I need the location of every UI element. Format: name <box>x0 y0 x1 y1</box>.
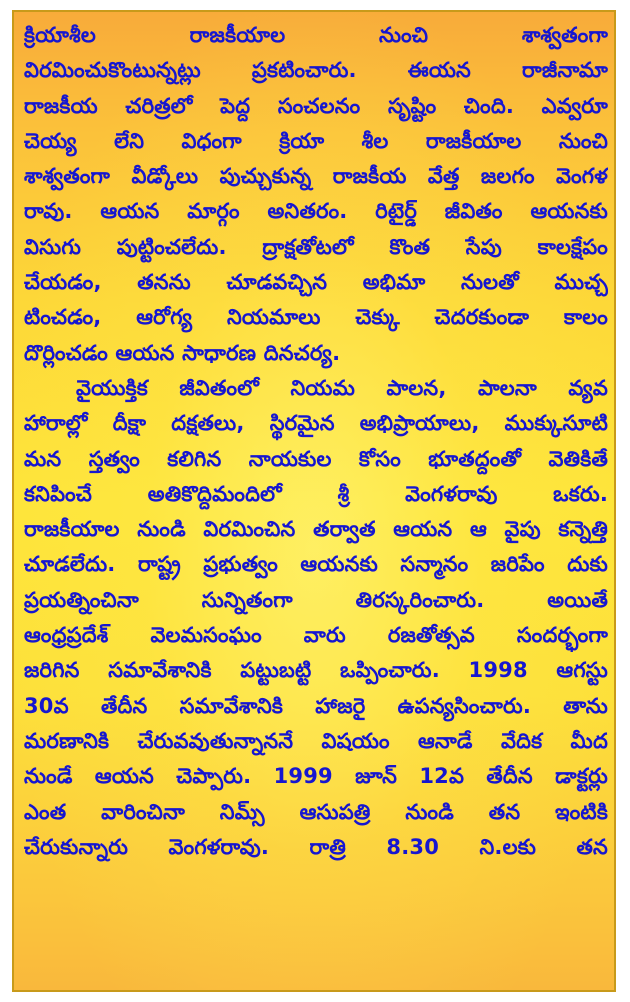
text-line-12: హారాల్లో దీక్షా దక్షతలు, స్థిరమైన అభిప్రాయాలు, ముక్కుసూటి <box>24 411 608 436</box>
text-line-24: చేరుకున్నారు వెంగళరావు. రాత్రి 8.30 ని.లకు తన <box>24 834 608 859</box>
text-line-1: క్రియాశీల రాజకీయాల నుంచి శాశ్వతంగా <box>24 23 608 47</box>
text-line-7: విసుగు పుట్టించలేదు. ద్రాక్షతోటలో కొంత సేపు కాలక్షేపం <box>24 234 608 259</box>
text-line-3: రాజకీయ చరిత్రలో పెద్ద సంచలనం సృష్టిం చింది. ఎవ్వరూ <box>24 93 608 118</box>
text-line-10: దొర్లించడం ఆయన సాధారణ దినచర్య. <box>24 340 341 365</box>
text-line-9: టించడం, ఆరోగ్య నియమాలు చెక్కు చెదరకుండా కాలం <box>24 305 608 330</box>
text-line-2: విరమించుకొంటున్నట్లు ప్రకటించారు. ఈయన రాజీనామా <box>24 58 608 83</box>
text-line-23: ఎంత వారించినా నిమ్స్ ఆసుపత్రి నుండి తన ఇంటికి <box>24 799 608 824</box>
text-line-16: చూడలేదు. రాష్ట్ర ప్రభుత్వం ఆయనకు సన్మానం జరిపేం దుకు <box>24 552 608 577</box>
text-line-4: చెయ్య లేని విధంగా క్రియా శీల రాజకీయాల నుంచి <box>24 128 608 153</box>
text-line-13: మన స్తత్వం కలిగిన నాయకుల కోసం భూతద్దంతో వెతికితే <box>24 446 608 471</box>
text-line-6: రావు. ఆయన మార్గం అనితరం. రిటైర్డ్ జీవితం ఆయనకు <box>24 199 608 224</box>
text-line-8: చేయడం, తనను చూడవచ్చిన అభిమా నులతో ముచ్చ <box>24 270 608 295</box>
text-line-18: ఆంధ్రప్రదేశ్ వెలమసంఘం వారు రజతోత్సవ సందర్భంగా <box>24 623 608 648</box>
text-line-22: నుండే ఆయన చెప్పారు. 1999 జూన్ 12వ తేదీన డాక్టర్లు <box>24 764 608 789</box>
text-line-19: జరిగిన సమావేశానికి పట్టుబట్టి ఒప్పించారు. 1998 ఆగస్టు <box>24 658 608 683</box>
text-line-11: వైయుక్తిక జీవితంలో నియమ పాలన, పాలనా వ్యవ <box>76 375 608 400</box>
text-line-17: ప్రయత్నించినా సున్నితంగా తిరస్కరించారు. అయితే <box>24 587 608 612</box>
text-panel <box>12 10 616 992</box>
body-text <box>24 18 608 865</box>
text-line-14: కనిపించే అతికొద్దిమందిలో శ్రీ వెంగళరావు ఒకరు. <box>24 481 608 506</box>
text-line-15: రాజకీయాల నుండి విరమించిన తర్వాత ఆయన ఆ వైపు కన్నెత్తి <box>24 517 608 542</box>
text-line-21: మరణానికి చేరువవుతున్నాననే విషయం ఆనాడే వేదిక మీద <box>24 728 608 753</box>
text-line-5: శాశ్వతంగా వీడ్కోలు పుచ్చుకున్న రాజకీయ వేత్త జలగం వెంగళ <box>24 164 608 189</box>
text-line-20: 30వ తేదీన సమావేశానికి హాజరై ఉపన్యసించారు. తాను <box>24 693 608 718</box>
